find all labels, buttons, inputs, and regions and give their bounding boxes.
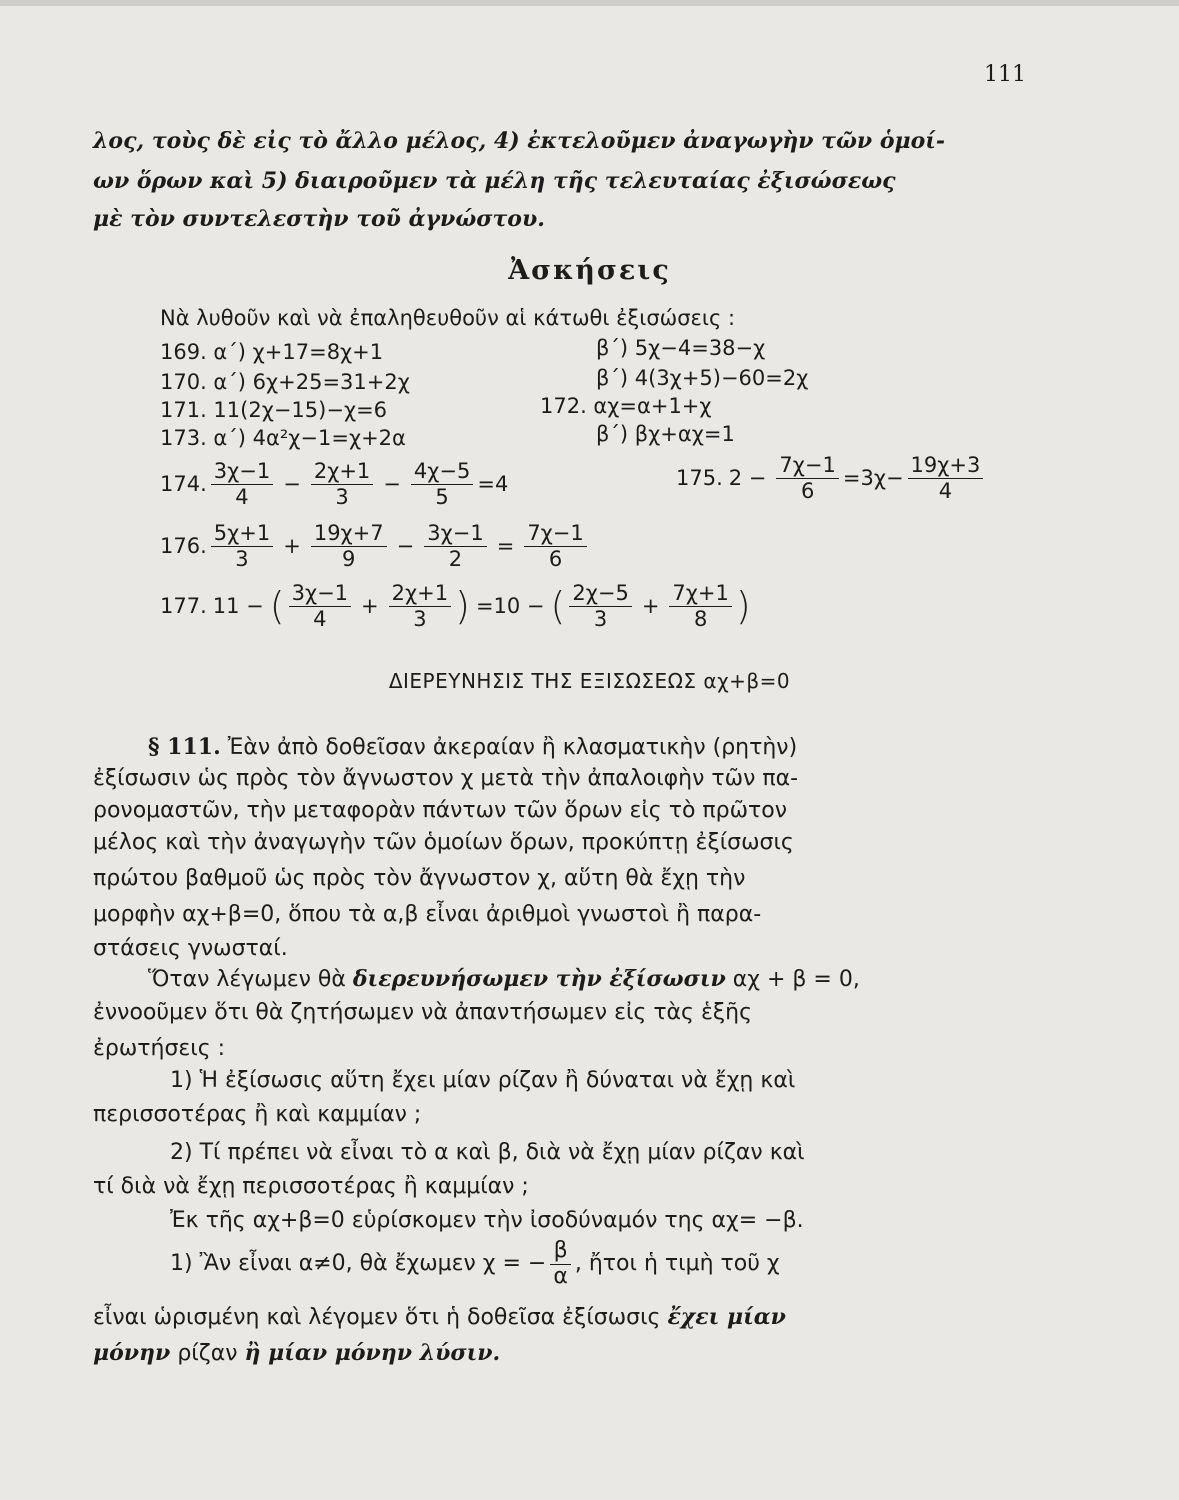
- operator: +: [361, 593, 379, 618]
- fraction: [211, 520, 273, 571]
- section-line-0: Ἐὰν ἀπὸ δοθεῖσαν ἀκεραίαν ἢ κλασματικὴν (ρητὴν): [227, 735, 798, 760]
- numerator: 3χ−1: [424, 520, 486, 547]
- operator: +: [283, 533, 301, 558]
- p2-emphasis: διερευνήσωμεν τὴν ἐξίσωσιν: [352, 966, 726, 992]
- exercise-176: [160, 520, 591, 571]
- numerator: 2χ+1: [311, 458, 373, 485]
- intro-line-3: μὲ τὸν συντελεστὴν τοῦ ἀγνώστου.: [93, 206, 545, 232]
- numerator: 7χ−1: [776, 452, 838, 479]
- fraction: [524, 520, 586, 571]
- section-line: πρώτου βαθμοῦ ὡς πρὸς τὸν ἄγνωστον χ, αὕτη θὰ ἔχῃ τὴν: [93, 866, 746, 891]
- section-line: στάσεις γνωσταί.: [93, 936, 288, 961]
- term: =3χ−: [842, 465, 904, 490]
- fraction: [211, 458, 273, 509]
- p2-end: αχ + β = 0,: [732, 967, 860, 992]
- question-2-line: 2) Τί πρέπει νὰ εἶναι τὸ α καὶ β, διὰ νὰ ἔχῃ μίαν ρίζαν καὶ: [170, 1140, 805, 1165]
- fraction: [311, 458, 373, 509]
- page-top-edge: [0, 0, 1179, 6]
- denominator: 3: [593, 607, 608, 631]
- exercises-instruction: Νὰ λυθοῦν καὶ νὰ ἐπαληθευθοῦν αἱ κάτωθι ἐξισώσεις :: [160, 306, 736, 330]
- final-2-emphasis-2: ἢ μίαν μόνην λύσιν.: [244, 1340, 501, 1366]
- paragraph-line: ἐρωτήσεις :: [93, 1036, 226, 1061]
- fraction: [569, 580, 631, 631]
- numerator: 3χ−1: [211, 458, 273, 485]
- fraction: [550, 1238, 571, 1289]
- exercise-171: 171. 11(2χ−15)−χ=6: [160, 398, 388, 422]
- exercises-heading: Ἀσκήσεις: [508, 255, 671, 286]
- operator: −: [396, 533, 415, 558]
- final-line-1: [93, 1304, 786, 1330]
- final-2-text: ρίζαν: [177, 1341, 238, 1366]
- operator: +: [641, 593, 660, 618]
- numerator: 5χ+1: [211, 520, 273, 547]
- denominator: 6: [548, 547, 563, 571]
- rhs: =4: [477, 471, 509, 496]
- denominator: 3: [235, 547, 249, 571]
- denominator: 2: [448, 547, 463, 571]
- exercise-175-label: 175.: [676, 465, 723, 490]
- p2-start: Ὅταν λέγωμεν θὰ: [148, 967, 346, 992]
- numerator: 7χ−1: [524, 520, 586, 547]
- fraction: [669, 580, 731, 631]
- denominator: 4: [938, 479, 953, 503]
- fraction: [776, 452, 838, 503]
- section-number: § 111.: [148, 734, 221, 760]
- exercise-176-label: 176.: [160, 533, 207, 558]
- final-line-2: [93, 1340, 500, 1366]
- denominator: 3: [335, 485, 349, 509]
- exercise-174-label: 174.: [160, 471, 207, 496]
- paragraph-2-first-line: [148, 966, 860, 992]
- final-1-emphasis: ἔχει μίαν: [667, 1304, 786, 1330]
- fraction: [311, 520, 387, 571]
- case-1-post: , ἤτοι ἡ τιμὴ τοῦ χ: [574, 1251, 780, 1276]
- case-1-line: [170, 1238, 780, 1289]
- question-1-line: 1) Ἡ ἐξίσωσις αὕτη ἔχει μίαν ρίζαν ἢ δύναται νὰ ἔχῃ καὶ: [170, 1068, 796, 1093]
- numerator: 19χ+3: [908, 452, 984, 479]
- fraction: [411, 458, 473, 509]
- exercise-169b: β΄) 5χ−4=38−χ: [596, 336, 766, 360]
- numerator: β: [550, 1238, 571, 1265]
- numerator: 7χ+1: [669, 580, 731, 607]
- exercise-170b: β΄) 4(3χ+5)−60=2χ: [596, 366, 809, 390]
- operator: −: [283, 471, 301, 496]
- fraction: [424, 520, 486, 571]
- denominator: 8: [693, 607, 708, 631]
- paragraph-line: ἐννοοῦμεν ὅτι θὰ ζητήσωμεν νὰ ἀπαντήσωμεν εἰς τὰς ἑξῆς: [93, 1000, 752, 1025]
- exercise-172: 172. αχ=α+1+χ: [540, 394, 712, 418]
- exercise-173b: β΄) βχ+αχ=1: [596, 422, 735, 446]
- numerator: 4χ−5: [411, 458, 473, 485]
- section-first-line: [148, 734, 797, 760]
- exercise-177: [160, 580, 751, 631]
- final-1-text: εἶναι ὡρισμένη καὶ λέγομεν ὅτι ἡ δοθεῖσα ἐξίσωσις: [93, 1305, 661, 1330]
- exercise-170a: 170. α΄) 6χ+25=31+2χ: [160, 370, 410, 394]
- section-line: ἐξίσωσιν ὡς πρὸς τὸν ἄγνωστον χ μετὰ τὴν ἀπαλοιφὴν τῶν πα-: [93, 766, 799, 791]
- denominator: 3: [413, 607, 427, 631]
- exercise-174: [160, 458, 508, 509]
- numerator: 3χ−1: [289, 580, 351, 607]
- term: 11 −: [212, 593, 264, 618]
- denominator: 6: [800, 479, 815, 503]
- intro-line-2: ων ὅρων καὶ 5) διαιροῦμεν τὰ μέλη τῆς τελευταίας ἐξισώσεως: [93, 168, 896, 194]
- section-subheading: ΔΙΕΡΕΥΝΗΣΙΣ ΤΗΣ ΕΞΙΣΩΣΕΩΣ αχ+β=0: [388, 669, 791, 693]
- denominator: 4: [235, 485, 249, 509]
- denominator: 4: [313, 607, 327, 631]
- case-1-pre: 1) Ἂν εἶναι α≠0, θὰ ἔχωμεν χ = −: [170, 1251, 547, 1276]
- denominator: 9: [342, 547, 356, 571]
- section-line: μορφὴν αχ+β=0, ὅπου τὰ α,β εἶναι ἀριθμοὶ γνωστοὶ ἢ παρα-: [93, 902, 762, 927]
- section-line: ρονομαστῶν, τὴν μεταφορὰν πάντων τῶν ὅρων εἰς τὸ πρῶτον: [93, 798, 788, 823]
- section-line: μέλος καὶ τὴν ἀναγωγὴν τῶν ὁμοίων ὅρων, προκύπτῃ ἐξίσωσις: [93, 830, 794, 855]
- left-paren-icon: (: [550, 583, 566, 628]
- right-paren-icon: ): [455, 583, 470, 628]
- operator: =: [496, 533, 515, 558]
- exercise-175: [676, 452, 987, 503]
- term: =10 −: [475, 593, 545, 618]
- exercise-177-label: 177.: [160, 593, 207, 618]
- final-2-emphasis: μόνην: [93, 1340, 171, 1366]
- denominator: α: [553, 1264, 568, 1289]
- question-2-cont: τί διὰ νὰ ἔχῃ περισσοτέρας ἢ καμμίαν ;: [93, 1174, 529, 1199]
- intro-line-1: λος, τοὺς δὲ εἰς τὸ ἄλλο μέλος, 4) ἐκτελοῦμεν ἀναγωγὴν τῶν ὁμοί-: [93, 128, 946, 154]
- exercise-169a: 169. α΄) χ+17=8χ+1: [160, 340, 384, 364]
- fraction: [908, 452, 984, 503]
- term: 2 −: [728, 465, 767, 490]
- left-paren-icon: (: [269, 583, 285, 628]
- operator: −: [383, 471, 401, 496]
- numerator: 19χ+7: [311, 520, 387, 547]
- denominator: 5: [435, 485, 449, 509]
- numerator: 2χ+1: [389, 580, 451, 607]
- page-number: 111: [984, 62, 1026, 87]
- question-1-cont: περισσοτέρας ἢ καὶ καμμίαν ;: [93, 1102, 422, 1127]
- fraction: [289, 580, 351, 631]
- fraction: [389, 580, 451, 631]
- exercise-173a: 173. α΄) 4α²χ−1=χ+2α: [160, 426, 406, 450]
- right-paren-icon: ): [735, 583, 751, 628]
- equivalent-line: Ἐκ τῆς αχ+β=0 εὑρίσκομεν τὴν ἰσοδύναμόν της αχ= −β.: [170, 1208, 804, 1233]
- numerator: 2χ−5: [569, 580, 631, 607]
